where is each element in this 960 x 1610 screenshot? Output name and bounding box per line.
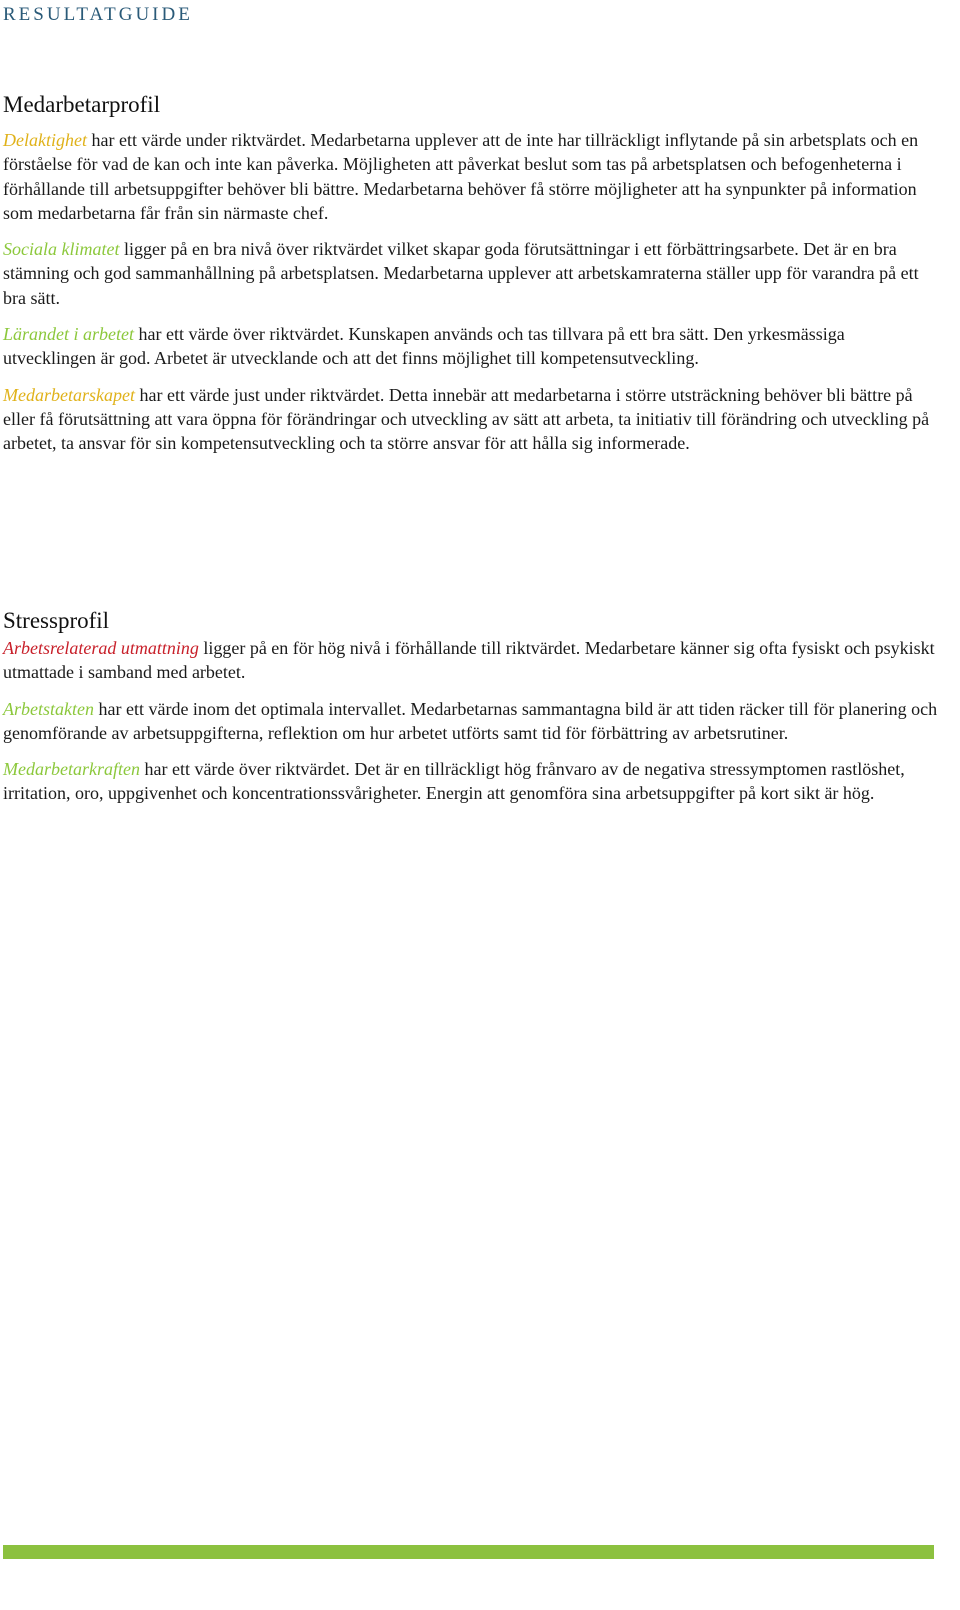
term-medarbetarskapet: Medarbetarskapet (3, 384, 135, 405)
paragraph-text: ligger på en för hög nivå i förhållande till riktvärdet. Medarbetare känner sig ofta fysiskt och psykiskt utmattade i samband med arbetet. (3, 638, 935, 683)
paragraph-text: har ett värde just under riktvärdet. Detta innebär att medarbetarna i större utsträckning behöver bli bättre på eller få förutsättning att vara öppna för förändringar och utveckling av sätt att arbeta, ta initiativ till förändring och utveckling på arbetet, ta ansvar för sin kompetensutveckling och ta större ansvar för att hålla sig informerade. (3, 384, 930, 454)
term-sociala-klimatet: Sociala klimatet (3, 239, 120, 260)
section-title-stressprofil: Stressprofil (3, 608, 110, 633)
term-delaktighet: Delaktighet (3, 130, 87, 150)
term-arbetsrelaterad-utmattning: Arbetsrelaterad utmattning (3, 638, 199, 658)
term-arbetstakten: Arbetstakten (3, 698, 94, 719)
paragraph-text: har ett värde inom det optimala intervallet. Medarbetarnas sammantagna bild är att tiden räcker till för planering och genomförande av arbetsuppgifterna, reflektion om hur arbetet utförts samt tid för förbättring av arbetsrutiner. (3, 698, 938, 743)
paragraph-text: har ett värde över riktvärdet. Det är en tillräckligt hög frånvaro av de negativa stressymptomen rastlöshet, irritation, oro, uppgivenhet och koncentrationssvårigheter. Energin att genomföra sina arbetsuppgifter på kort sikt är hög. (3, 759, 905, 804)
paragraph-sociala-klimatet (3, 237, 938, 310)
document-header: RESULTATGUIDE (3, 4, 193, 25)
paragraph-text: har ett värde över riktvärdet. Kunskapen används och tas tillvara på ett bra sätt. Den yrkesmässiga utvecklingen är god. Arbetet är utvecklande och att det finns möjlighet till kompetensutveckling. (3, 324, 845, 369)
paragraph-arbetstakten (3, 697, 938, 746)
section-stressprofil (3, 606, 938, 818)
term-medarbetarkraften: Medarbetarkraften (3, 759, 140, 780)
paragraph-delaktighet (3, 128, 938, 225)
footer-bar (3, 1545, 934, 1559)
paragraph-text: har ett värde under riktvärdet. Medarbetarna upplever att de inte har tillräckligt inflytande på sin arbetsplats och en förståelse för vad de kan och inte kan påverka. Möjligheten att påverkat beslut som tas på arbetsplatsen och befogenheterna i förhållande till arbetsuppgifter behöver bli bättre. Medarbetarna behöver få större möjligheter att ha synpunkter på information som medarbetarna får från sin närmaste chef. (3, 130, 919, 223)
paragraph-medarbetarkraften (3, 757, 938, 806)
paragraph-text: ligger på en bra nivå över riktvärdet vilket skapar goda förutsättningar i ett förbättringsarbete. Det är en bra stämning och god sammanhållning på arbetsplatsen. Medarbetarna upplever att arbetskamraterna ställer upp för varandra på ett bra sätt. (3, 239, 919, 308)
section-title-medarbetarprofil: Medarbetarprofil (3, 92, 161, 117)
paragraph-utmattning (3, 636, 938, 685)
paragraph-medarbetarskapet (3, 383, 938, 456)
section-medarbetarprofil (3, 90, 938, 468)
paragraph-larandet (3, 322, 938, 371)
term-larandet-i-arbetet: Lärandet i arbetet (3, 324, 134, 345)
